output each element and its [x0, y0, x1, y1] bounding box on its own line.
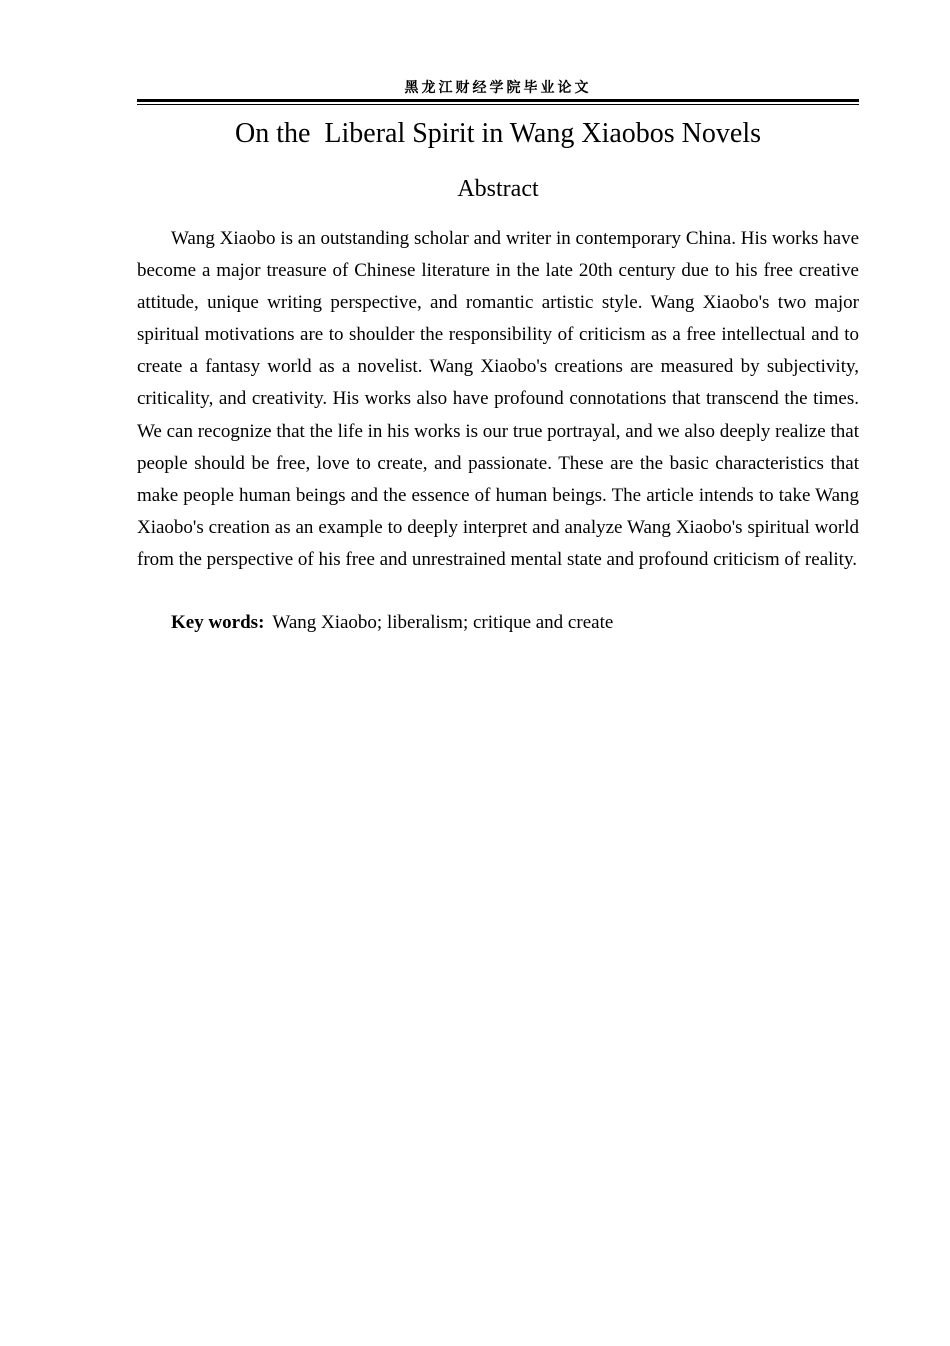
- abstract-heading: Abstract: [457, 176, 539, 202]
- document-page: [137, 78, 859, 639]
- keywords-label: Key words:: [171, 612, 265, 634]
- header-rule-thick: [137, 99, 859, 102]
- keywords-line: [137, 607, 859, 639]
- header-rule-thin: [137, 104, 859, 105]
- paper-title: On the Liberal Spirit in Wang Xiaobos Novels: [234, 118, 762, 149]
- running-header: 黑龙江财经学院毕业论文: [404, 80, 592, 96]
- abstract-body: Wang Xiaobo is an outstanding scholar and writer in contemporary China. His works have become a major treasure of Chinese literature in the late 20th century due to his free creative attitude, unique writing perspective, and romantic artistic style. Wang Xiaobo's two major spiritual motivations are to shoulder the responsibility of criticism as a free intellectual and to create a fantasy world as a novelist. Wang Xiaobo's creations are measured by subjectivity, criticality, and creativity. His works also have profound connotations that transcend the times. We can recognize that the life in his works is our true portrayal, and we also deeply realize that people should be free, love to create, and passionate. These are the basic characteristics that make people human beings and the essence of human beings. The article intends to take Wang Xiaobo's creation as an example to deeply interpret and analyze Wang Xiaobo's spiritual world from the perspective of his free and unrestrained mental state and profound criticism of reality.: [137, 228, 859, 570]
- keywords-value: Wang Xiaobo; liberalism; critique and create: [272, 612, 614, 634]
